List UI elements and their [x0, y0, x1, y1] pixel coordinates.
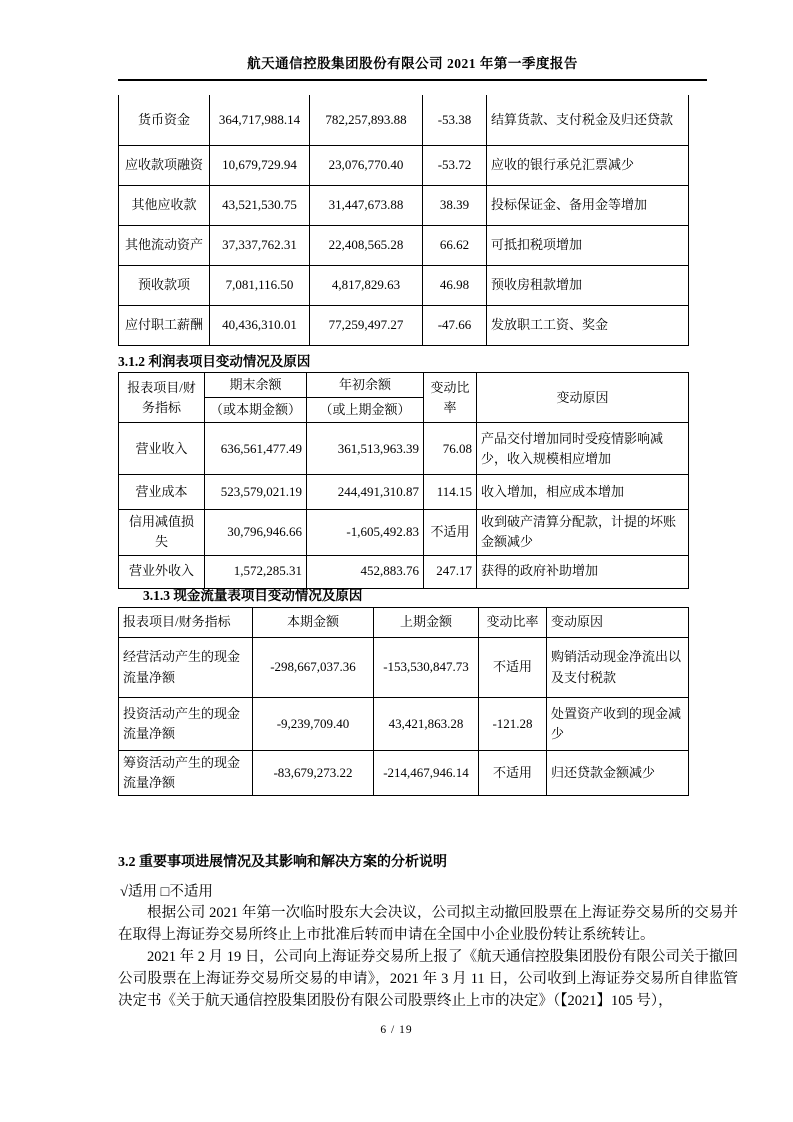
cell-change-reason: 发放职工工资、奖金 [487, 305, 689, 345]
cell-item: 应收款项融资 [119, 145, 210, 185]
table-row [119, 638, 689, 698]
cell-change-reason: 归还贷款金额减少 [547, 751, 689, 796]
header-cell-reason: 变动原因 [547, 608, 689, 638]
cell-current-amount: -9,239,709.40 [253, 698, 374, 751]
applicability-line: √适用 □不适用 [120, 884, 213, 900]
cell-item: 信用减值损失 [119, 510, 205, 555]
cell-prior-amount: -214,467,946.14 [374, 751, 479, 796]
cell-item: 其他流动资产 [119, 225, 210, 265]
cell-change-reason: 处置资产收到的现金减少 [547, 698, 689, 751]
table-header-row [119, 373, 689, 398]
cell-prior-amount: 782,257,893.88 [310, 95, 423, 145]
table-row [119, 751, 689, 796]
cell-change-reason: 收到破产清算分配款，计提的坏账金额减少 [477, 510, 689, 555]
cell-current-amount: 43,521,530.75 [210, 185, 310, 225]
cell-item: 营业成本 [119, 475, 205, 510]
page-number: 6 / 19 [380, 1024, 413, 1036]
cell-change-reason: 购销活动现金净流出以及支付税款 [547, 638, 689, 698]
header-cell-ratio: 变动比率 [479, 608, 547, 638]
cell-prior-amount: 22,408,565.28 [310, 225, 423, 265]
cell-change-ratio: -53.38 [423, 95, 487, 145]
paragraph: 2021 年 2 月 19 日，公司向上海证券交易所上报了《航天通信控股集团股份有限公司关于撤回公司股票在上海证券交易所交易的申请》，2021 年 3 月 11 日，公司收到上海证券交易所自律监管决定书《关于航天通信控股集团股份有限公司股票终止上市的决定》（【2021】105 号）， [118, 949, 738, 1009]
table-row [119, 265, 689, 305]
cell-item: 营业外收入 [119, 555, 205, 588]
cell-current-amount: 37,337,762.31 [210, 225, 310, 265]
table-row [119, 305, 689, 345]
header-cell-ratio: 变动比率 [424, 373, 477, 423]
page-title: 航天通信控股集团股份有限公司 2021 年第一季度报告 [247, 56, 578, 71]
cell-prior-amount: 244,491,310.87 [307, 475, 424, 510]
cell-item: 筹资活动产生的现金流量净额 [119, 751, 253, 796]
cell-change-ratio: -53.72 [423, 145, 487, 185]
table-header-row [119, 608, 689, 638]
cell-item: 预收款项 [119, 265, 210, 305]
section-heading-matters: 3.2 重要事项进展情况及其影响和解决方案的分析说明 [118, 855, 447, 870]
cell-prior-amount: 77,259,497.27 [310, 305, 423, 345]
cell-item: 应付职工薪酬 [119, 305, 210, 345]
header-cell-prior: 年初余额 [307, 373, 424, 398]
cell-change-reason: 收入增加，相应成本增加 [477, 475, 689, 510]
cell-change-ratio: 76.08 [424, 423, 477, 475]
header-cell-item: 报表项目/财务指标 [119, 373, 205, 423]
cell-change-reason: 产品交付增加同时受疫情影响减少，收入规模相应增加 [477, 423, 689, 475]
cell-prior-amount: 31,447,673.88 [310, 185, 423, 225]
cell-change-reason: 结算货款、支付税金及归还贷款 [487, 95, 689, 145]
table-row [119, 225, 689, 265]
table-row [119, 95, 689, 145]
cell-current-amount: 636,561,477.49 [205, 423, 307, 475]
table-row [119, 510, 689, 555]
section-heading-cashflow: 3.1.3 现金流量表项目变动情况及原因 [143, 588, 363, 603]
cell-current-amount: 30,796,946.66 [205, 510, 307, 555]
cell-prior-amount: 23,076,770.40 [310, 145, 423, 185]
cell-change-ratio: -121.28 [479, 698, 547, 751]
cell-current-amount: 1,572,285.31 [205, 555, 307, 588]
cell-change-ratio: 38.39 [423, 185, 487, 225]
cell-prior-amount: 43,421,863.28 [374, 698, 479, 751]
table-row [119, 145, 689, 185]
income-change-table [118, 372, 689, 589]
cell-current-amount: -298,667,037.36 [253, 638, 374, 698]
cell-prior-amount: -153,530,847.73 [374, 638, 479, 698]
cell-change-ratio: 46.98 [423, 265, 487, 305]
cell-prior-amount: 4,817,829.63 [310, 265, 423, 305]
cell-prior-amount: -1,605,492.83 [307, 510, 424, 555]
cell-change-reason: 获得的政府补助增加 [477, 555, 689, 588]
cell-item: 其他应收款 [119, 185, 210, 225]
table-row [119, 185, 689, 225]
cell-current-amount: -83,679,273.22 [253, 751, 374, 796]
cell-change-reason: 预收房租款增加 [487, 265, 689, 305]
cell-change-ratio: -47.66 [423, 305, 487, 345]
cell-change-reason: 可抵扣税项增加 [487, 225, 689, 265]
header-cell-current-sub: （或本期金额） [205, 398, 307, 423]
cell-current-amount: 10,679,729.94 [210, 145, 310, 185]
table-row [119, 698, 689, 751]
cell-change-ratio: 不适用 [424, 510, 477, 555]
cell-item: 投资活动产生的现金流量净额 [119, 698, 253, 751]
paragraph: 根据公司 2021 年第一次临时股东大会决议，公司拟主动撤回股票在上海证券交易所的交易并在取得上海证券交易所终止上市批准后转而申请在全国中小企业股份转让系统转让。 [118, 905, 738, 943]
cell-current-amount: 7,081,116.50 [210, 265, 310, 305]
cell-current-amount: 40,436,310.01 [210, 305, 310, 345]
cell-prior-amount: 452,883.76 [307, 555, 424, 588]
cell-change-ratio: 114.15 [424, 475, 477, 510]
cell-change-ratio: 247.17 [424, 555, 477, 588]
table-row [119, 423, 689, 475]
header-rule [118, 79, 707, 81]
cell-current-amount: 523,579,021.19 [205, 475, 307, 510]
header-cell-current: 本期金额 [253, 608, 374, 638]
cell-change-reason: 投标保证金、备用金等增加 [487, 185, 689, 225]
body-text [118, 902, 738, 1012]
cell-change-ratio: 不适用 [479, 751, 547, 796]
cashflow-change-table [118, 607, 689, 796]
cell-item: 货币资金 [119, 95, 210, 145]
cell-current-amount: 364,717,988.14 [210, 95, 310, 145]
cell-prior-amount: 361,513,963.39 [307, 423, 424, 475]
table-row [119, 475, 689, 510]
header-cell-current: 期末余额 [205, 373, 307, 398]
header-cell-reason: 变动原因 [477, 373, 689, 423]
section-heading-income: 3.1.2 利润表项目变动情况及原因 [118, 354, 311, 369]
cell-item: 营业收入 [119, 423, 205, 475]
cell-item: 经营活动产生的现金流量净额 [119, 638, 253, 698]
header-cell-prior-sub: （或上期金额） [307, 398, 424, 423]
header-cell-prior: 上期金额 [374, 608, 479, 638]
cell-change-ratio: 不适用 [479, 638, 547, 698]
cell-change-ratio: 66.62 [423, 225, 487, 265]
header-cell-item: 报表项目/财务指标 [119, 608, 253, 638]
balance-sheet-change-table [118, 95, 689, 346]
cell-change-reason: 应收的银行承兑汇票减少 [487, 145, 689, 185]
